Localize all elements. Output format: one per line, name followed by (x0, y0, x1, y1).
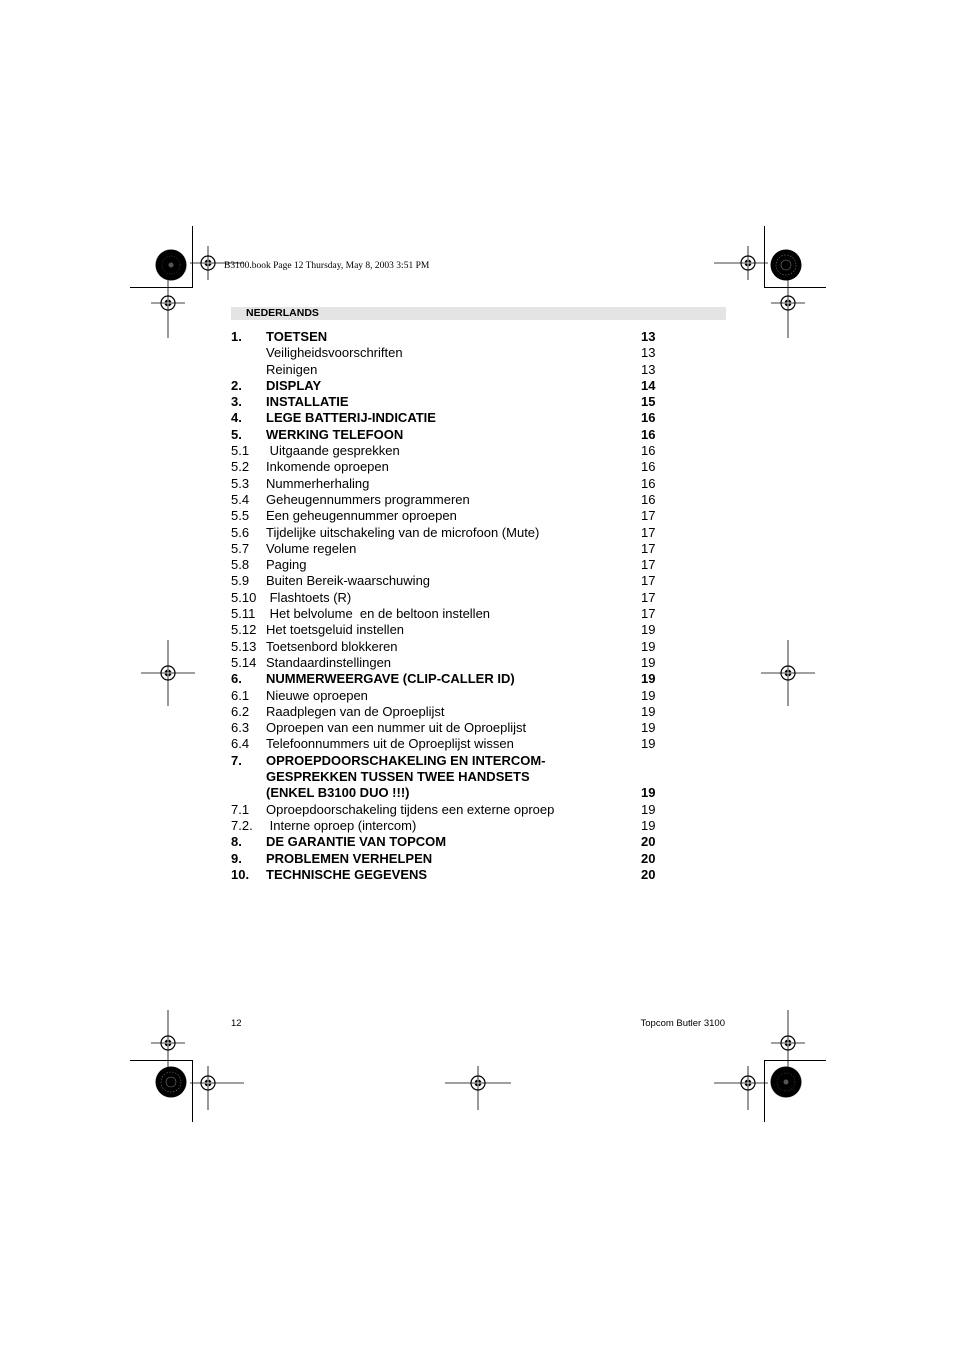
toc-number: 6.4 (231, 736, 250, 752)
toc-number: 10. (231, 866, 250, 882)
registration-mark-icon (714, 1066, 768, 1110)
toc-page: 16 (641, 475, 656, 491)
toc-title: (ENKEL B3100 DUO !!!) (266, 785, 410, 801)
toc-page: 16 (641, 459, 656, 475)
table-of-contents (231, 329, 661, 883)
toc-row (231, 557, 661, 573)
toc-page: 16 (641, 426, 656, 442)
toc-page: 13 (641, 345, 656, 361)
toc-row (231, 736, 661, 752)
toc-row (231, 769, 661, 785)
toc-title: PROBLEMEN VERHELPEN (266, 850, 433, 866)
toc-title: Uitgaande gesprekken (266, 443, 400, 459)
registration-mark-icon (761, 640, 815, 706)
toc-number: 5.10 (231, 589, 257, 605)
toc-row (231, 329, 661, 345)
toc-title: Een geheugennummer oproepen (266, 508, 457, 524)
toc-page: 19 (641, 785, 656, 801)
toc-page: 19 (641, 654, 656, 670)
toc-title: Oproepen van een nummer uit de Oproeplijst (266, 720, 527, 736)
toc-title: Tijdelijke uitschakeling van de microfoon (Mute) (266, 524, 540, 540)
toc-number: 4. (231, 410, 242, 426)
toc-row (231, 639, 661, 655)
toc-number: 6.1 (231, 687, 250, 703)
toc-row (231, 720, 661, 736)
toc-row (231, 753, 661, 769)
toc-number: 6. (231, 671, 242, 687)
toc-number: 5.4 (231, 491, 250, 507)
toc-row (231, 671, 661, 687)
toc-number: 5.14 (231, 654, 257, 670)
toc-page: 17 (641, 524, 656, 540)
toc-title: Telefoonnummers uit de Oproeplijst wissen (266, 736, 514, 752)
toc-number: 5.12 (231, 622, 257, 638)
toc-title: GESPREKKEN TUSSEN TWEE HANDSETS (266, 769, 530, 785)
toc-row (231, 378, 661, 394)
toc-row (231, 427, 661, 443)
toc-page: 16 (641, 491, 656, 507)
toc-number: 6.3 (231, 720, 250, 736)
toc-page: 19 (641, 703, 656, 719)
toc-title: TECHNISCHE GEGEVENS (266, 866, 428, 882)
product-name: Topcom Butler 3100 (640, 1018, 725, 1029)
toc-row (231, 867, 661, 883)
toc-title: Oproepdoorschakeling tijdens een externe oproep (266, 801, 555, 817)
toc-page: 17 (641, 573, 656, 589)
language-header-bar (231, 307, 726, 320)
toc-title: DE GARANTIE VAN TOPCOM (266, 834, 447, 850)
toc-number: 8. (231, 834, 242, 850)
toc-page: 17 (641, 557, 656, 573)
toc-row (231, 443, 661, 459)
toc-title: NUMMERWEERGAVE (CLIP-CALLER ID) (266, 671, 515, 687)
registration-mark-icon (151, 1010, 185, 1074)
toc-page: 19 (641, 720, 656, 736)
toc-title: Geheugennummers programmeren (266, 491, 470, 507)
toc-title: Volume regelen (266, 540, 357, 556)
toc-row (231, 492, 661, 508)
toc-page: 17 (641, 606, 656, 622)
book-info-line: B3100.book Page 12 Thursday, May 8, 2003 3:51 PM (224, 261, 430, 271)
toc-title: Flashtoets (R) (266, 589, 352, 605)
toc-number: 6.2 (231, 703, 250, 719)
toc-number: 5.8 (231, 557, 250, 573)
toc-page: 17 (641, 508, 656, 524)
toc-page: 16 (641, 443, 656, 459)
toc-number: 2. (231, 377, 242, 393)
toc-row (231, 655, 661, 671)
toc-row (231, 362, 661, 378)
toc-row (231, 704, 661, 720)
toc-row (231, 476, 661, 492)
toc-row (231, 622, 661, 638)
toc-page: 17 (641, 540, 656, 556)
toc-row (231, 508, 661, 524)
toc-title: Standaardinstellingen (266, 654, 392, 670)
toc-row (231, 606, 661, 622)
toc-title: INSTALLATIE (266, 394, 349, 410)
toc-page: 20 (641, 834, 656, 850)
toc-row (231, 802, 661, 818)
toc-number: 5.3 (231, 475, 250, 491)
toc-number: 5.1 (231, 443, 250, 459)
registration-mark-icon (445, 1066, 511, 1110)
toc-title: Inkomende oproepen (266, 459, 389, 475)
registration-mark-icon (714, 246, 768, 280)
toc-number: 9. (231, 850, 242, 866)
toc-row (231, 851, 661, 867)
toc-title: Veiligheidsvoorschriften (266, 345, 403, 361)
registration-mark-icon (141, 640, 195, 706)
toc-row (231, 525, 661, 541)
toc-page: 14 (641, 377, 656, 393)
toc-row (231, 590, 661, 606)
toc-number: 7.2. (231, 817, 253, 833)
star-target-icon (155, 249, 187, 281)
toc-number: 3. (231, 394, 242, 410)
toc-row (231, 459, 661, 475)
toc-title: Nummerherhaling (266, 475, 370, 491)
toc-title: Toetsenbord blokkeren (266, 638, 398, 654)
toc-title: Het toetsgeluid instellen (266, 622, 405, 638)
star-target-icon (770, 249, 802, 281)
toc-page: 19 (641, 622, 656, 638)
toc-page: 19 (641, 801, 656, 817)
toc-row (231, 345, 661, 361)
toc-row (231, 688, 661, 704)
toc-page: 19 (641, 671, 656, 687)
toc-title: TOETSEN (266, 329, 328, 344)
toc-page: 19 (641, 687, 656, 703)
registration-mark-icon (771, 1010, 805, 1074)
toc-row (231, 785, 661, 801)
toc-number: 5.11 (231, 606, 256, 622)
toc-page: 16 (641, 410, 656, 426)
toc-title: DISPLAY (266, 377, 322, 393)
toc-row (231, 394, 661, 410)
toc-number: 5.2 (231, 459, 250, 475)
toc-page: 15 (641, 394, 656, 410)
toc-page: 13 (641, 361, 656, 377)
toc-page: 19 (641, 736, 656, 752)
toc-title: Raadplegen van de Oproeplijst (266, 703, 445, 719)
toc-title: Buiten Bereik-waarschuwing (266, 573, 431, 589)
registration-mark-icon (190, 1066, 244, 1110)
toc-number: 5.7 (231, 540, 250, 556)
toc-page: 17 (641, 589, 656, 605)
toc-row (231, 541, 661, 557)
toc-page: 13 (641, 329, 656, 344)
toc-number: 5.6 (231, 524, 250, 540)
toc-number: 5.9 (231, 573, 250, 589)
toc-title: Paging (266, 557, 307, 573)
toc-page: 20 (641, 866, 656, 882)
toc-number: 5.13 (231, 638, 257, 654)
toc-title: Interne oproep (intercom) (266, 817, 417, 833)
toc-title: OPROEPDOORSCHAKELING EN INTERCOM- (266, 752, 546, 768)
toc-title: Het belvolume en de beltoon instellen (266, 606, 491, 622)
toc-row (231, 818, 661, 834)
toc-title: LEGE BATTERIJ-INDICATIE (266, 410, 436, 426)
language-label: NEDERLANDS (246, 307, 319, 319)
toc-number: 5. (231, 426, 242, 442)
toc-number: 1. (231, 329, 242, 344)
toc-number: 7.1 (231, 801, 250, 817)
star-target-icon (155, 1066, 187, 1098)
page-number: 12 (231, 1018, 242, 1029)
toc-row (231, 410, 661, 426)
toc-row (231, 573, 661, 589)
toc-number: 7. (231, 752, 242, 768)
toc-row (231, 834, 661, 850)
star-target-icon (770, 1066, 802, 1098)
toc-number: 5.5 (231, 508, 250, 524)
toc-page: 20 (641, 850, 656, 866)
toc-page: 19 (641, 638, 656, 654)
toc-title: WERKING TELEFOON (266, 426, 404, 442)
toc-title: Nieuwe oproepen (266, 687, 368, 703)
toc-title: Reinigen (266, 361, 318, 377)
toc-page: 19 (641, 817, 656, 833)
